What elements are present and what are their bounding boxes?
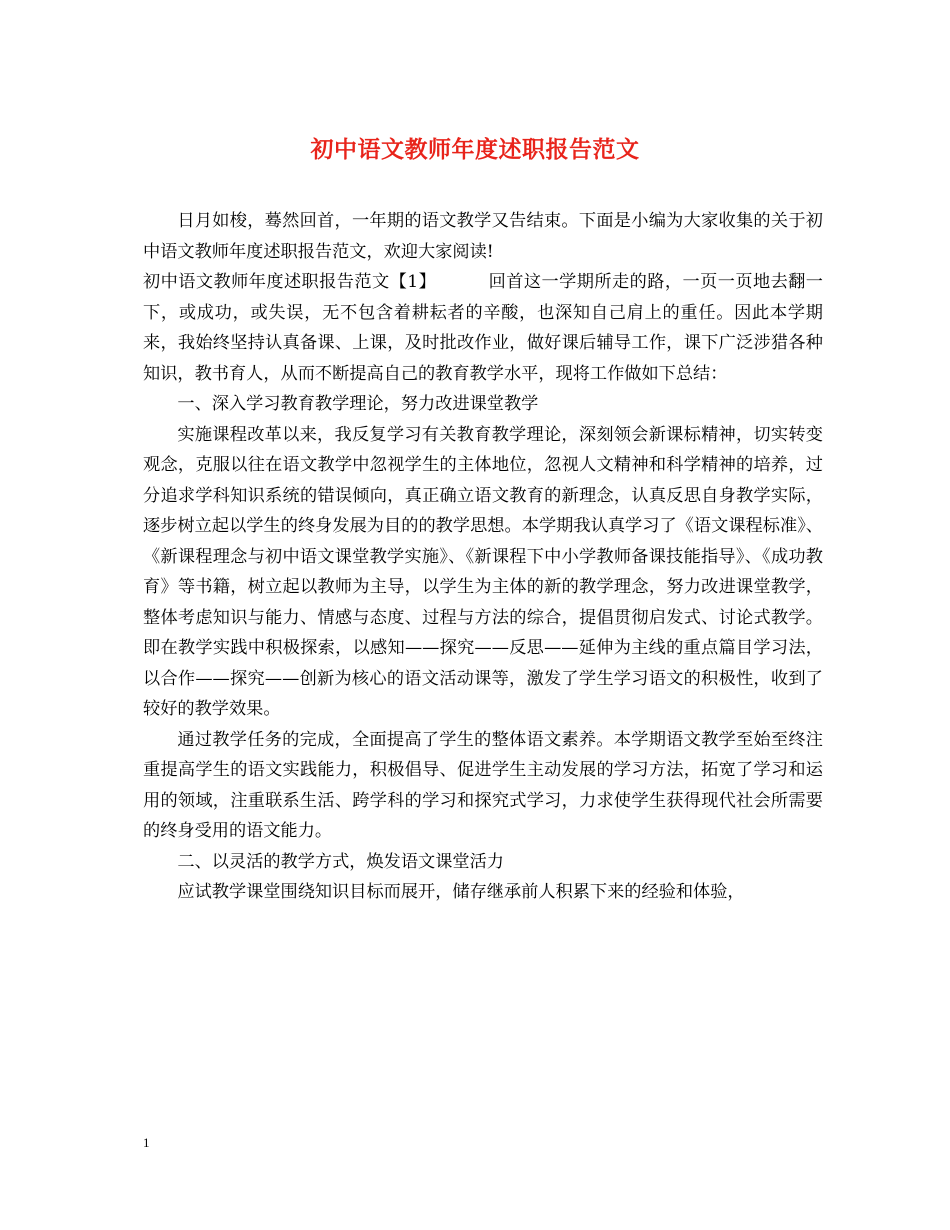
page-number: 1 xyxy=(143,1135,150,1150)
section-label: 初中语文教师年度述职报告范文【1】 xyxy=(143,272,437,292)
paragraph-3: 应试教学课堂围绕知识目标而展开，储存继承前人积累下来的经验和体验， xyxy=(177,882,745,902)
document-title: 初中语文教师年度述职报告范文 xyxy=(310,136,640,163)
paragraph-2: 通过教学任务的完成，全面提高了学生的整体语文素养。本学期语文教学至始至终注重提高学生的语文实践能力，积极倡导、促进学生主动发展的学习方法，拓宽了学习和运用的领域，注重联系生活、跨学科的学习和探究式学习，力求使学生获得现代社会所需要的终身受用的语文能力。 xyxy=(143,729,823,841)
paragraph-1: 实施课程改革以来，我反复学习有关教育教学理论，深刻领会新课标精神，切实转变观念，克服以往在语文教学中忽视学生的主体地位，忽视人文精神和科学精神的培养，过分追求学科知识系统的错误倾向，真正确立语文教育的新理念，认真反思自身教学实际，逐步树立起以学生的终身发展为目的的教学思想。本学期我认真学习了《语文课程标准》、《新课程理念与初中语文课堂教学实施》、《新课程下中小学教师备课技能指导》、《成功教育》等书籍，树立起以教师为主导，以学生为主体的新的教学理念，努力改进课堂教学，整体考虑知识与能力、情感与态度、过程与方法的综合，提倡贯彻启发式、讨论式教学。即在教学实践中积极探索，以感知——探究——反思——延伸为主线的重点篇目学习法，以合作——探究——创新为核心的语文活动课等，激发了学生学习语文的积极性，收到了较好的教学效果。 xyxy=(143,424,823,719)
opening-text: 回首这一学期所走的路，一页一页地去翻一下，或成功，或失误，无不包含着耕耘者的辛酸，也深知自己肩上的重任。因此本学期来，我始终坚持认真备课、上课，及时批改作业，做好课后辅导工作，课下广泛涉猎各种知识，教书育人，从而不断提高自己的教育教学水平，现将工作做如下总结： xyxy=(143,272,823,384)
section-heading-2: 二、以灵活的教学方式，焕发语文课堂活力 xyxy=(177,851,504,872)
report-opening-paragraph xyxy=(143,267,823,389)
section-heading-1: 一、深入学习教育教学理论，努力改进课堂教学 xyxy=(177,394,539,414)
document-body xyxy=(143,206,823,908)
intro-paragraph: 日月如梭，蓦然回首，一年期的语文教学又告结束。下面是小编为大家收集的关于初中语文教师年度述职报告范文，欢迎大家阅读! xyxy=(143,211,823,262)
